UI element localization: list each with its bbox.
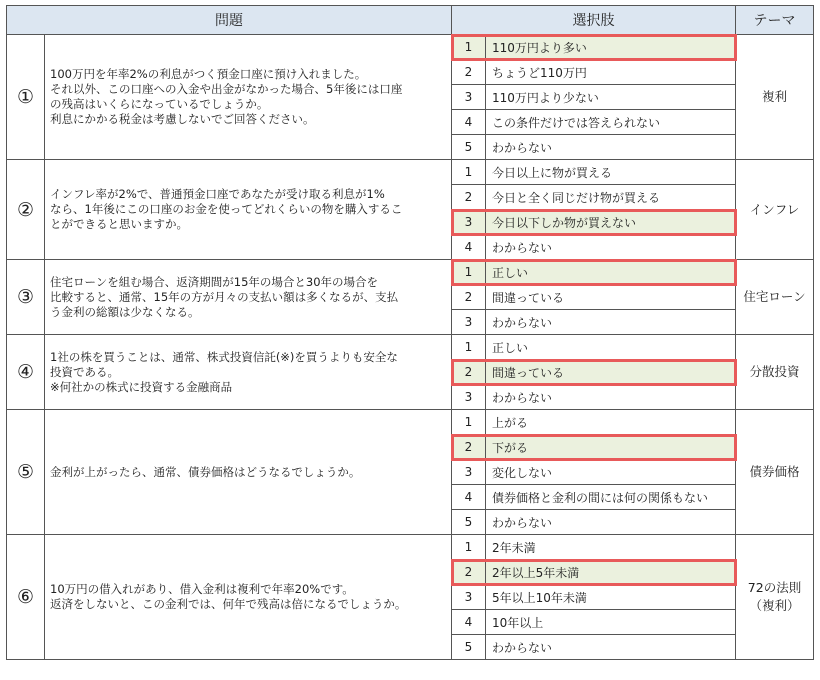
- quiz-body: [7, 35, 814, 660]
- option-label: わからない: [486, 235, 736, 260]
- question-theme: [736, 535, 814, 660]
- question-text: [45, 410, 452, 535]
- question-text: [45, 335, 452, 410]
- theme-line: 債券価格: [749, 464, 800, 479]
- option-number: 2: [452, 185, 486, 210]
- option-label: 正しい: [486, 335, 736, 360]
- option-number: 3: [452, 585, 486, 610]
- option-number: 5: [452, 135, 486, 160]
- option-number: 3: [452, 85, 486, 110]
- question-number: ⑤: [7, 410, 45, 535]
- options-header: 選択肢: [452, 6, 736, 35]
- option-label: 5年以上10年未満: [486, 585, 736, 610]
- option-row: [7, 335, 814, 360]
- option-label: わからない: [486, 510, 736, 535]
- option-label: 間違っている: [486, 285, 736, 310]
- question-text-line: 金利が上がったら、通常、債券価格はどうなるでしょうか。: [50, 464, 361, 479]
- option-number: 1: [452, 535, 486, 560]
- option-number: 5: [452, 510, 486, 535]
- question-text: [45, 260, 452, 335]
- theme-header: テーマ: [736, 6, 814, 35]
- question-text-line: ※何社かの株式に投資する金融商品: [50, 379, 233, 394]
- option-number: 3: [452, 385, 486, 410]
- question-text-line: インフレ率が2%で、普通預金口座であなたが受け取る利息が1%: [50, 187, 385, 201]
- header-row: [7, 6, 814, 35]
- option-label: わからない: [486, 310, 736, 335]
- option-label: 正しい: [486, 260, 736, 285]
- option-label: わからない: [486, 135, 736, 160]
- option-label: 10年以上: [486, 610, 736, 635]
- option-number: 4: [452, 610, 486, 635]
- question-theme: [736, 410, 814, 535]
- question-text: [45, 535, 452, 660]
- option-number: 1: [452, 260, 486, 285]
- question-text-line: の残高はいくらになっているでしょうか。: [50, 97, 269, 111]
- question-header: 問題: [7, 6, 452, 35]
- option-number: 1: [452, 35, 486, 60]
- option-number: 2: [452, 360, 486, 385]
- theme-line: インフレ: [749, 201, 800, 217]
- question-number: ②: [7, 160, 45, 260]
- option-number: 2: [452, 560, 486, 585]
- option-row: [7, 160, 814, 185]
- question-text-line: 利息にかかる税金は考慮しないでご回答ください。: [50, 112, 315, 126]
- question-text-line: 比較すると、通常、15年の方が月々の支払い額は多くなるが、支払: [50, 289, 399, 304]
- question-text-line: とができると思いますか。: [50, 217, 188, 231]
- option-label: 110万円より少ない: [486, 85, 736, 110]
- question-number: ④: [7, 335, 45, 410]
- option-label: 上がる: [486, 410, 736, 435]
- option-number: 4: [452, 485, 486, 510]
- option-label: 今日以下しか物が買えない: [486, 210, 736, 235]
- question-number: ③: [7, 260, 45, 335]
- question-text-line: 10万円の借入れがあり、借入金利は複利で年率20%です。: [50, 582, 354, 596]
- option-row: [7, 535, 814, 560]
- option-label: 110万円より多い: [486, 35, 736, 60]
- option-number: 3: [452, 210, 486, 235]
- theme-line: 複利: [761, 89, 787, 104]
- option-number: 3: [452, 460, 486, 485]
- financial-literacy-quiz-table: [6, 5, 814, 660]
- question-text-line: なら、1年後にこの口座のお金を使ってどれくらいの物を購入するこ: [50, 202, 403, 216]
- option-label: 間違っている: [486, 360, 736, 385]
- option-number: 4: [452, 110, 486, 135]
- option-number: 1: [452, 335, 486, 360]
- question-text-line: 返済をしないと、この金利では、何年で残高は倍になるでしょうか。: [50, 597, 407, 611]
- question-theme: [736, 160, 814, 260]
- question-text-line: 住宅ローンを組む場合、返済期間が15年の場合と30年の場合を: [50, 274, 379, 289]
- question-text-line: う金利の総額は少なくなる。: [50, 304, 200, 319]
- question-theme: [736, 260, 814, 335]
- option-label: 変化しない: [486, 460, 736, 485]
- question-text-line: 100万円を年率2%の利息がつく預金口座に預け入れました。: [50, 67, 367, 81]
- question-text: [45, 35, 452, 160]
- theme-line: 72の法則: [747, 580, 802, 595]
- option-row: [7, 410, 814, 435]
- theme-line: （複利）: [749, 598, 800, 613]
- question-text-line: 1社の株を買うことは、通常、株式投資信託(※)を買うよりも安全な: [50, 349, 398, 364]
- theme-line: 住宅ローン: [743, 289, 806, 304]
- option-label: わからない: [486, 385, 736, 410]
- option-row-correct: [7, 260, 814, 285]
- option-label: 2年以上5年未満: [486, 560, 736, 585]
- question-theme: [736, 335, 814, 410]
- question-theme: [736, 35, 814, 160]
- option-label: この条件だけでは答えられない: [486, 110, 736, 135]
- question-text: [45, 160, 452, 260]
- option-number: 3: [452, 310, 486, 335]
- option-number: 5: [452, 635, 486, 660]
- theme-line: 分散投資: [749, 364, 800, 379]
- option-label: 下がる: [486, 435, 736, 460]
- option-label: 今日以上に物が買える: [486, 160, 736, 185]
- question-number: ①: [7, 35, 45, 160]
- option-label: 今日と全く同じだけ物が買える: [486, 185, 736, 210]
- option-number: 1: [452, 410, 486, 435]
- option-number: 4: [452, 235, 486, 260]
- option-row-correct: [7, 35, 814, 60]
- option-number: 2: [452, 285, 486, 310]
- option-label: 2年未満: [486, 535, 736, 560]
- question-text-line: 投資である。: [50, 364, 119, 379]
- option-label: わからない: [486, 635, 736, 660]
- question-number: ⑥: [7, 535, 45, 660]
- option-label: 債券価格と金利の間には何の関係もない: [486, 485, 736, 510]
- option-label: ちょうど110万円: [486, 60, 736, 85]
- option-number: 1: [452, 160, 486, 185]
- option-number: 2: [452, 435, 486, 460]
- option-number: 2: [452, 60, 486, 85]
- question-text-line: それ以外、この口座への入金や出金がなかった場合、5年後には口座: [50, 82, 403, 96]
